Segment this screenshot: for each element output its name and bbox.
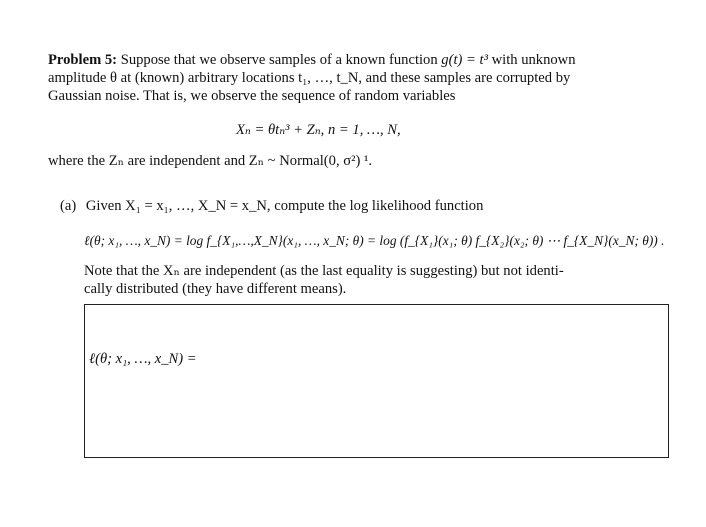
answer-prefix: ℓ(θ; x₁, …, x_N) = xyxy=(89,351,197,367)
part-a-prompt-line xyxy=(60,197,483,215)
problem-label: Problem 5: xyxy=(48,52,118,68)
answer-box[interactable] xyxy=(84,304,669,458)
noise-line: where the Zₙ are independent and Zₙ ~ Normal(0, σ²) ¹. xyxy=(48,153,373,169)
problem-intro-line-1 xyxy=(48,51,576,69)
likelihood-equation: ℓ(θ; x₁, …, x_N) = log f_{X₁,…,X_N}(x₁, …, x_N; θ) = log (f_{X₁}(x₁; θ) f_{X₂}(x₂; θ) ⋯ f_{X_N}(x_N; θ)) . xyxy=(84,233,665,248)
intro-text-b: with unknown xyxy=(487,52,576,68)
problem-intro-line-3: Gaussian noise. That is, we observe the sequence of random variables xyxy=(48,88,456,104)
part-a-label: (a) xyxy=(60,198,77,214)
function-g: g(t) = t³ xyxy=(441,52,488,68)
note-line-2: cally distributed (they have different means). xyxy=(84,281,347,297)
problem-intro-line-2: amplitude θ at (known) arbitrary locations t₁, …, t_N, and these samples are corrupted by xyxy=(48,70,571,86)
model-equation: Xₙ = θtₙ³ + Zₙ, n = 1, …, N, xyxy=(236,122,401,138)
part-a-prompt: Given X₁ = x₁, …, X_N = x_N, compute the log likelihood function xyxy=(85,198,484,214)
note-line-1: Note that the Xₙ are independent (as the last equality is suggesting) but not identi- xyxy=(84,263,564,279)
intro-text-a: Suppose that we observe samples of a known function xyxy=(120,52,442,68)
